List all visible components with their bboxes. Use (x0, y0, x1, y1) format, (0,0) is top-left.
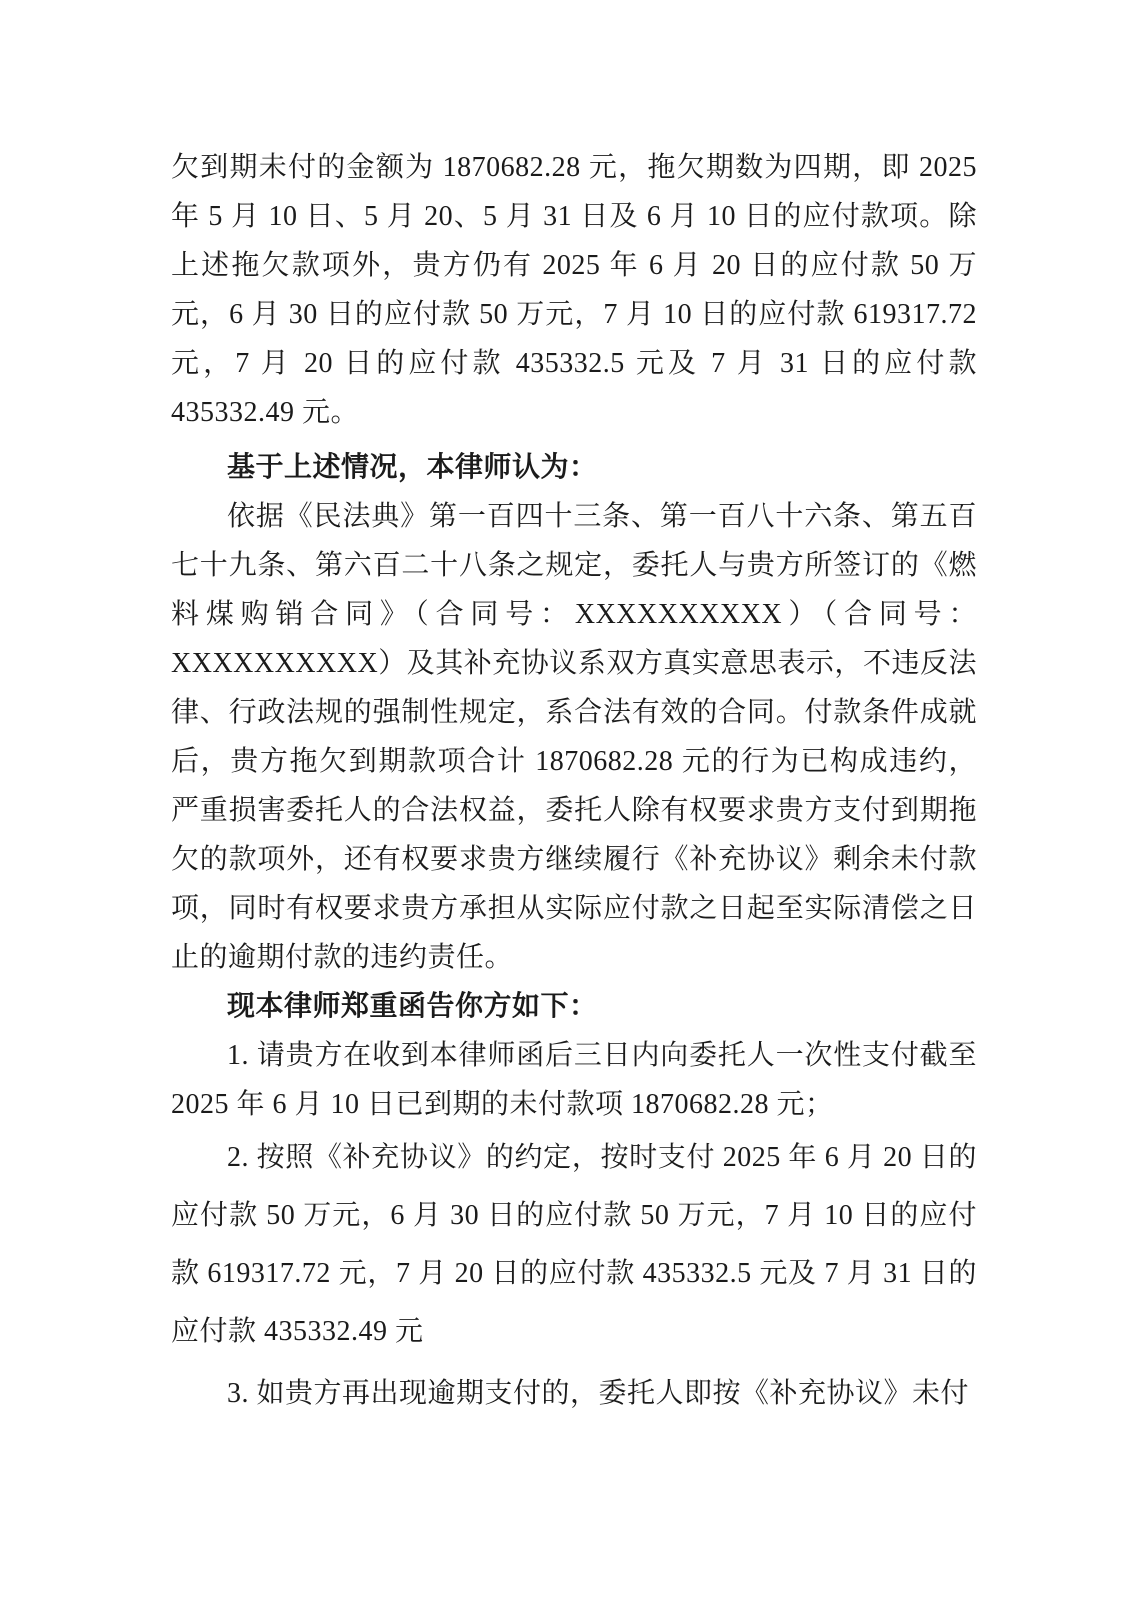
heading-lawyer-opinion: 基于上述情况，本律师认为： (227, 452, 598, 483)
heading-formal-notice: 现本律师郑重函告你方如下： (227, 991, 598, 1022)
letter-body (171, 143, 977, 1418)
paragraph-legal-analysis: 依据《民法典》第一百四十三条、第一百八十六条、第五百七十九条、第六百二十八条之规定，委托人与贵方所签订的《燃料煤购销合同》（合同号：XXXXXXXXXX）（合同号：XXXXXXXXXX）及其补充协议系双方真实意思表示，不违反法律、行政法规的强制性规定，系合法有效的合同。付款条件成就后，贵方拖欠到期款项合计 1870682.28 元的行为已构成违约，严重损害委托人的合法权益，委托人除有权要求贵方支付到期拖欠的款项外，还有权要求贵方继续履行《补充协议》剩余未付款项，同时有权要求贵方承担从实际应付款之日起至实际清偿之日止的逾期付款的违约责任。 (171, 501, 977, 973)
demand-item-3: 3. 如贵方再出现逾期支付的，委托人即按《补充协议》未付 (227, 1378, 970, 1409)
demand-item-2: 2. 按照《补充协议》的约定，按时支付 2025 年 6 月 20 日的应付款 50 万元，6 月 30 日的应付款 50 万元，7 月 10 日的应付款 619317.72 元，7 月 20 日的应付款 435332.5 元及 7 月 31 日的应付款 435332.49 元 (171, 1142, 977, 1347)
demand-item-1: 1. 请贵方在收到本律师函后三日内向委托人一次性支付截至 2025 年 6 月 10 日已到期的未付款项 1870682.28 元； (171, 1040, 977, 1120)
paragraph-overdue-amounts: 欠到期未付的金额为 1870682.28 元，拖欠期数为四期，即 2025 年 5 月 10 日、5 月 20、5 月 31 日及 6 月 10 日的应付款项。除上述拖欠款项外，贵方仍有 2025 年 6 月 20 日的应付款 50 万元，6 月 30 日的应付款 50 万元，7 月 10 日的应付款 619317.72 元，7 月 20 日的应付款 435332.5 元及 7 月 31 日的应付款 435332.49 元。 (171, 152, 977, 428)
